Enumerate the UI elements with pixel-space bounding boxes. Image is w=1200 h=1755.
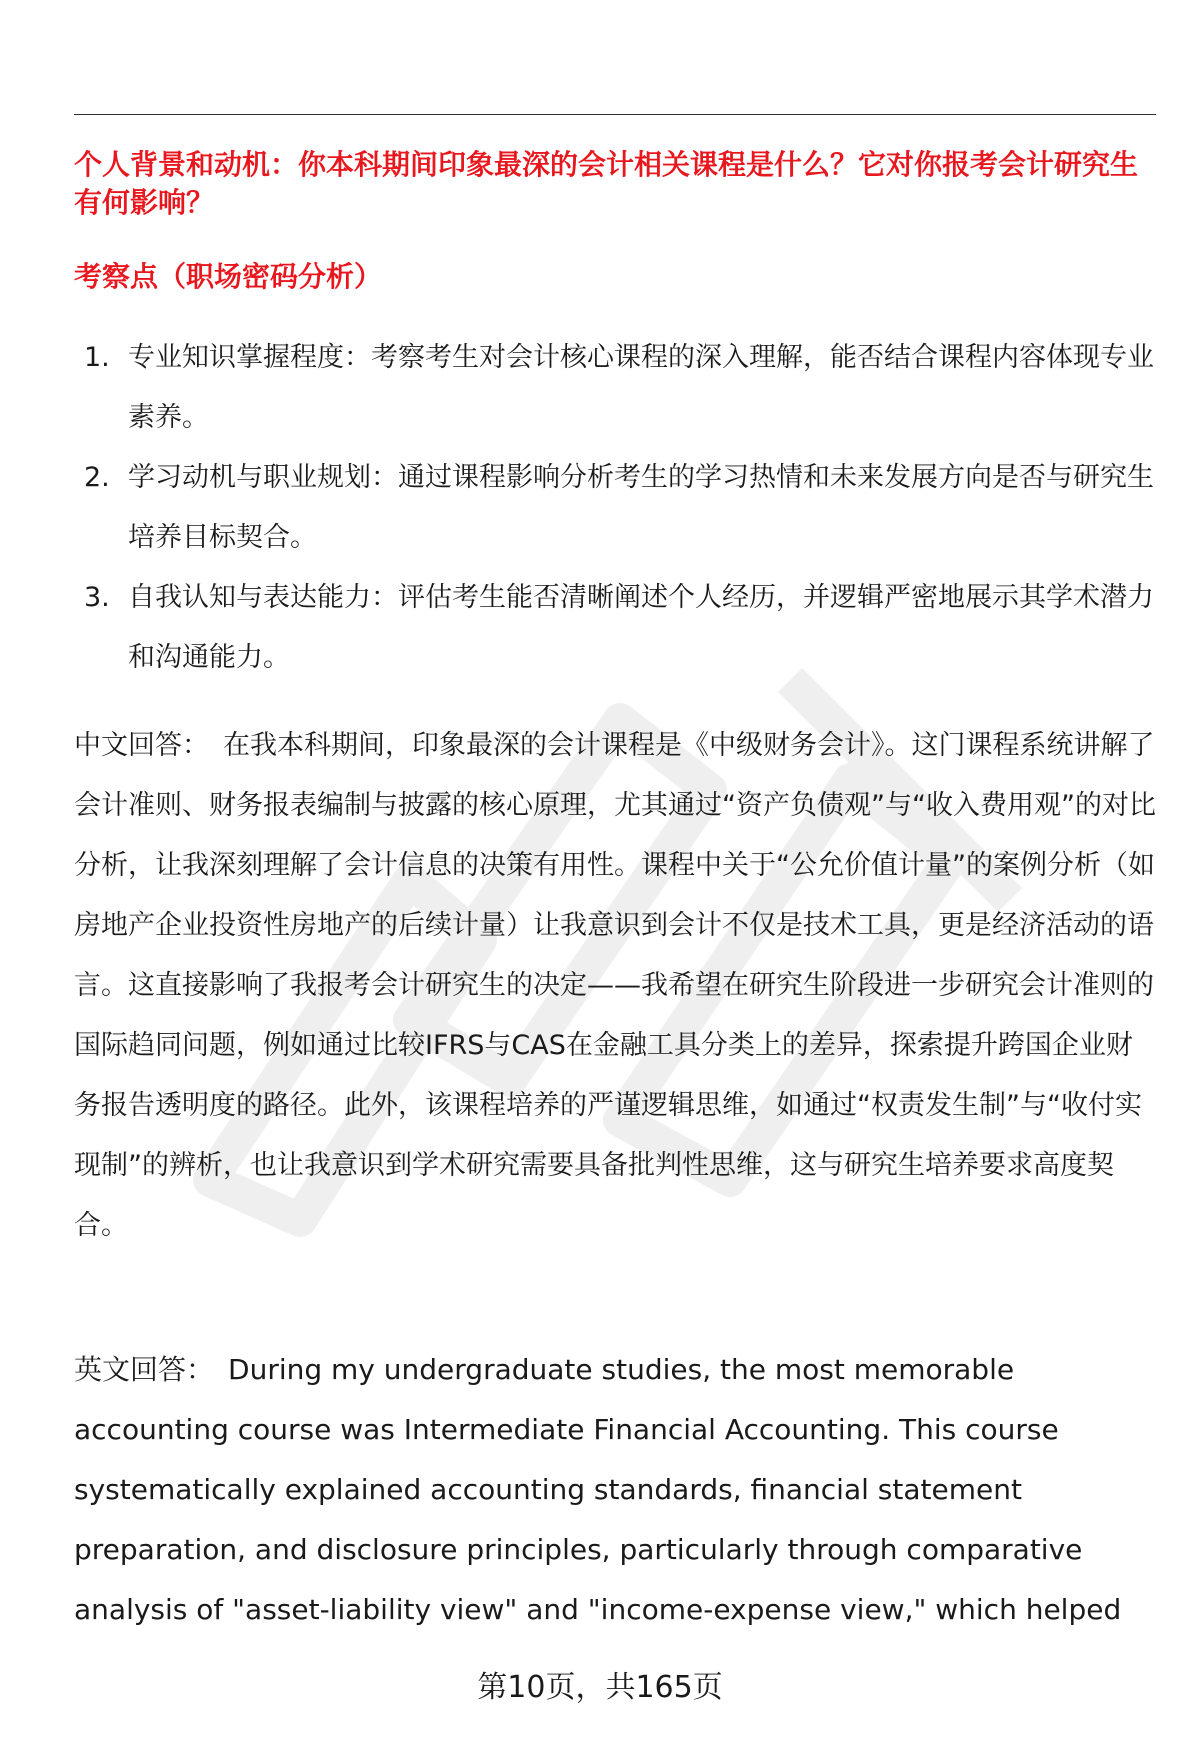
page-number-footer: 第10页，共165页 [477,1670,723,1705]
chinese-answer-text: 在我本科期间，印象最深的会计课程是《中级财务会计》。这门课程系统讲解了会计准则、财务报表编制与披露的核心原理，尤其通过“资产负债观”与“收入费用观”的对比分析，让我深刻理解了会计信息的决策有用性。课程中关于“公允价值计量”的案例分析（如房地产企业投资性房地产的后续计量）让我意识到会计不仅是技术工具，更是经济活动的语言。这直接影响了我报考会计研究生的决定——我希望在研究生阶段进一步研究会计准则的国际趋同问题，例如通过比较IFRS与CAS在金融工具分类上的差异，探索提升跨国企业财务报告透明度的路径。此外，该课程培养的严谨逻辑思维，如通过“权责发生制”与“收付实现制”的辨析，也让我意识到学术研究需要具备批判性思维，这与研究生培养要求高度契合。 [74,730,1156,1241]
english-answer [74,1340,1156,1640]
list-item [74,328,1156,448]
assessment-points-list [74,328,1156,688]
list-item-number: 1. [84,342,110,373]
list-item [74,568,1156,688]
english-answer-text: During my undergraduate studies, the most memorable accounting course was Intermediate Financial Accounting. This course systematically explained accounting standards, financial statement preparation, and disclosure principles, particularly through comparative analysis of "asset-liability view" and "income-expense view," which helped [74,1353,1122,1626]
chinese-answer-label: 中文回答： [74,730,209,761]
list-item-text: 专业知识掌握程度：考察考生对会计核心课程的深入理解，能否结合课程内容体现专业素养。 [128,342,1154,433]
list-item-text: 自我认知与表达能力：评估考生能否清晰阐述个人经历，并逻辑严密地展示其学术潜力和沟通能力。 [128,582,1154,673]
list-item-number: 2. [84,462,110,493]
list-item [74,448,1156,568]
english-answer-label: 英文回答： [74,1353,215,1386]
chinese-answer [74,716,1156,1256]
question-heading: 个人背景和动机：你本科期间印象最深的会计相关课程是什么？它对你报考会计研究生有何影响？ [74,148,1139,219]
list-item-text: 学习动机与职业规划：通过课程影响分析考生的学习热情和未来发展方向是否与研究生培养目标契合。 [128,462,1154,553]
list-item-number: 3. [84,582,110,613]
header-divider [74,114,1156,115]
section-title: 考察点（职场密码分析） [74,260,383,293]
